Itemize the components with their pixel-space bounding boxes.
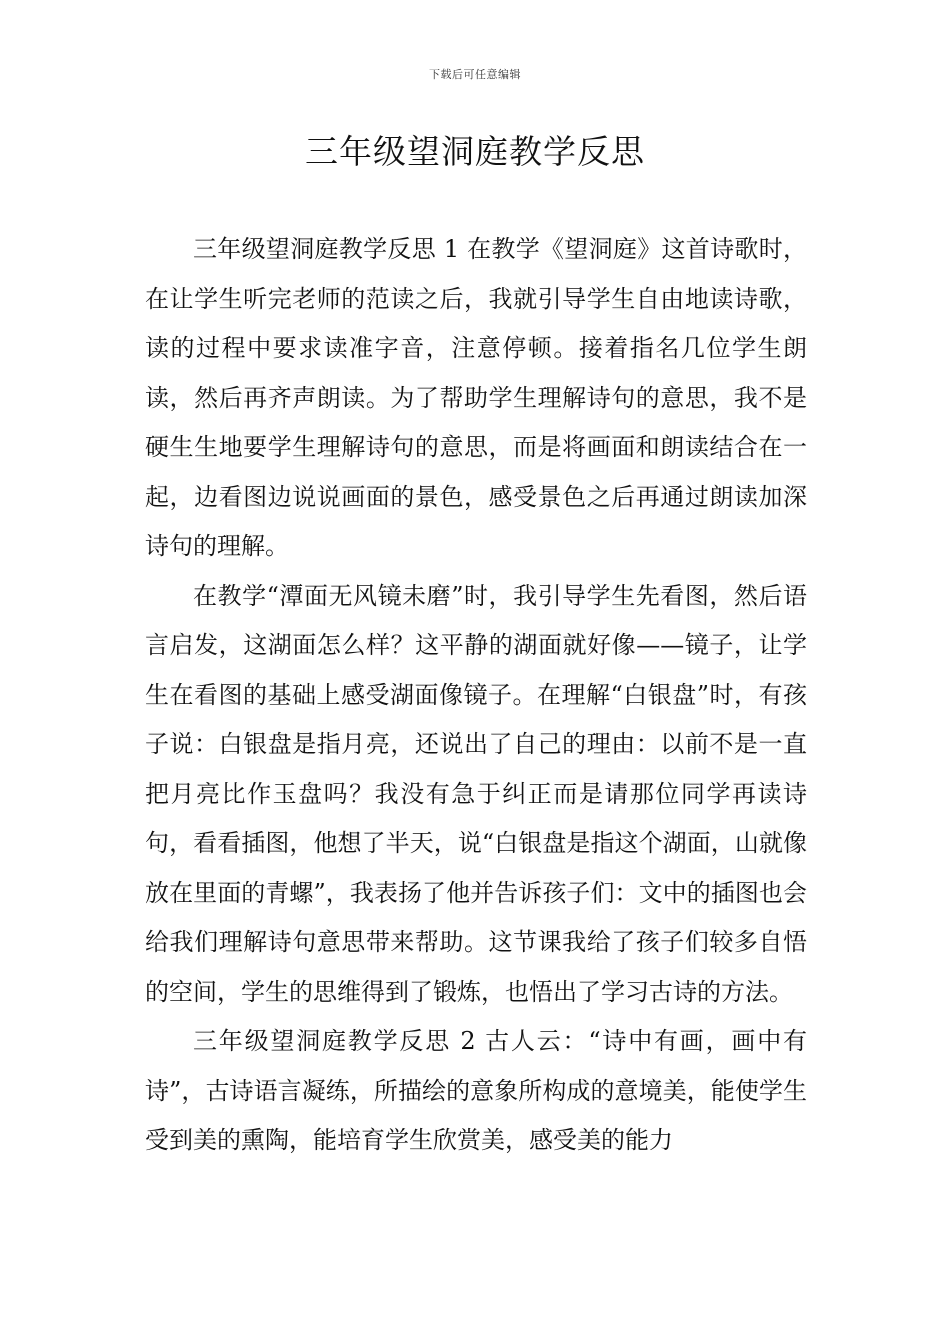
document-body (145, 225, 807, 1166)
header-note: 下载后可任意编辑 (429, 68, 521, 81)
paragraph-1: 三年级望洞庭教学反思 1 在教学《望洞庭》这首诗歌时，在让学生听完老师的范读之后，我就引导学生自由地读诗歌，读的过程中要求读准字音，注意停顿。接着指名几位学生朗读，然后再齐声朗读。为了帮助学生理解诗句的意思，我不是硬生生地要学生理解诗句的意思，而是将画面和朗读结合在一起，边看图边说说画面的景色，感受景色之后再通过朗读加深诗句的理解。 (145, 235, 807, 560)
paragraph-3: 三年级望洞庭教学反思 2 古人云：“诗中有画，画中有诗”，古诗语言凝练，所描绘的意象所构成的意境美，能使学生受到美的熏陶，能培育学生欣赏美，感受美的能力 (145, 1027, 807, 1154)
document-title: 三年级望洞庭教学反思 (305, 132, 645, 171)
paragraph-2: 在教学“潭面无风镜未磨”时，我引导学生先看图，然后语言启发，这湖面怎么样？这平静的湖面就好像——镜子，让学生在看图的基础上感受湖面像镜子。在理解“白银盘”时，有孩子说：白银盘是指月亮，还说出了自己的理由：以前不是一直把月亮比作玉盘吗？我没有急于纠正而是请那位同学再读诗句，看看插图，他想了半天，说“白银盘是指这个湖面，山就像放在里面的青螺”，我表扬了他并告诉孩子们：文中的插图也会给我们理解诗句意思带来帮助。这节课我给了孩子们较多自悟的空间，学生的思维得到了锻炼，也悟出了学习古诗的方法。 (145, 581, 807, 1006)
